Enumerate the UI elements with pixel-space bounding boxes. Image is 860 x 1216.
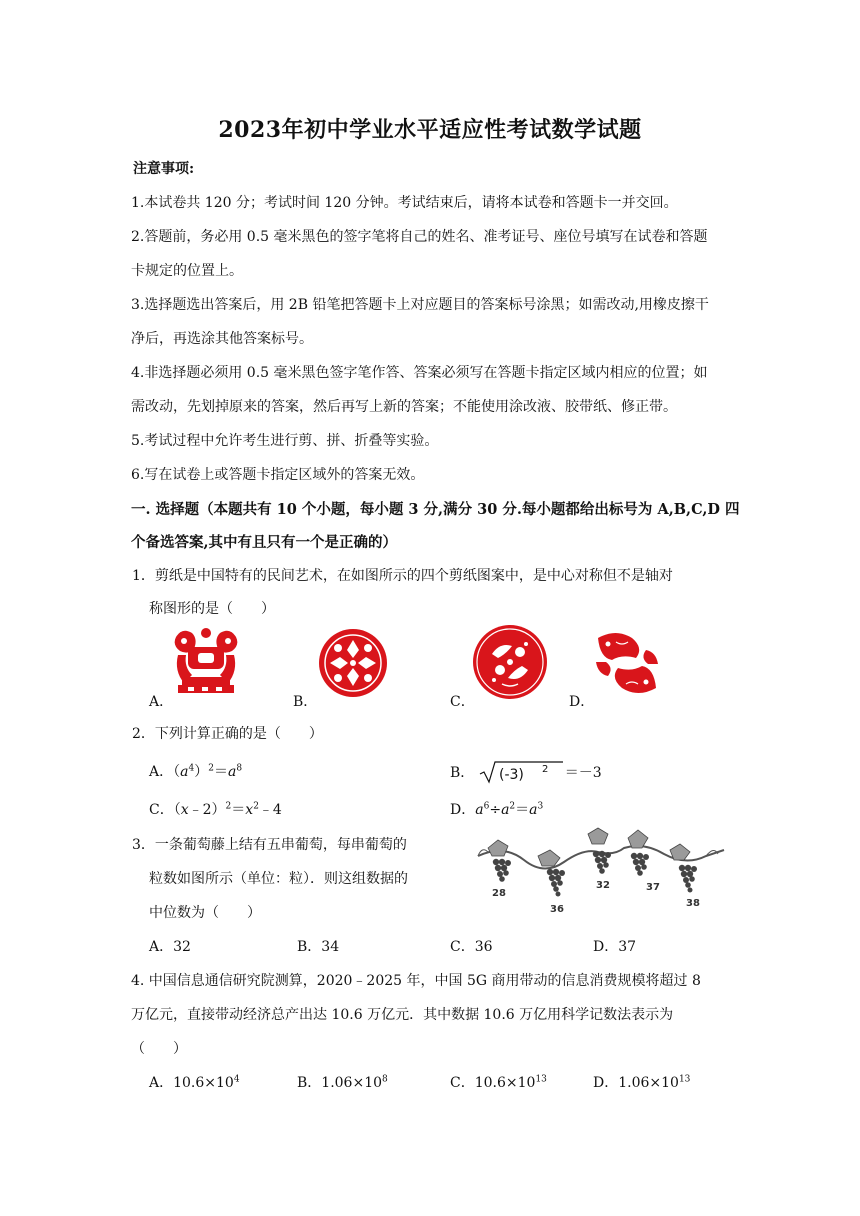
notes-line: 净后，再选涂其他答案标号。 xyxy=(131,331,313,347)
question-3-stem: 粒数如图所示（单位：粒）．则这组数据的 xyxy=(149,871,408,887)
grape-count-label: 28 xyxy=(492,888,506,899)
option-c-label: C． xyxy=(450,694,475,710)
page-title: 2023年初中学业水平适应性考试数学试题 xyxy=(218,117,642,143)
question-3-stem: 3．一条葡萄藤上结有五串葡萄，每串葡萄的 xyxy=(132,837,407,853)
grape-count-label: 38 xyxy=(686,898,700,909)
question-4-option-c: C．$10.6\times 10^{13}$ xyxy=(450,1074,547,1091)
sqrt-expression-image xyxy=(479,760,565,784)
papercut-b-image xyxy=(318,628,388,698)
option-a-label: A． xyxy=(149,694,174,710)
grape-count-label: 32 xyxy=(596,880,610,891)
papercut-d-image xyxy=(592,628,662,698)
notes-line: 需改动，先划掉原来的答案，然后再写上新的答案；不能使用涂改液、胶带纸、修正带。 xyxy=(131,399,677,415)
svg-text:(-3): (-3) xyxy=(498,767,524,783)
question-2-stem: 2．下列计算正确的是（ ） xyxy=(132,726,323,742)
section-heading: 一. 选择题（本题共有 10 个小题，每小题 3 分,满分 30 分.每小题都给出标号为 A,B,C,D 四 xyxy=(131,501,740,518)
question-3-option-a: A．32 xyxy=(149,939,191,955)
notes-line: 5.考试过程中允许考生进行剪、拼、折叠等实验。 xyxy=(131,433,439,449)
question-3-option-c: C．36 xyxy=(450,939,493,955)
grape-vine-image xyxy=(474,826,730,916)
question-4-stem: （ ） xyxy=(131,1041,187,1057)
question-1-stem: 称图形的是（ ） xyxy=(149,601,275,617)
papercut-a-image xyxy=(168,625,244,697)
option-d-label: D． xyxy=(569,694,595,710)
notes-line: 4.非选择题必须用 0.5 毫米黑色签字笔作答、答案必须写在答题卡指定区域内相应的位置；如 xyxy=(131,365,708,381)
grape-count-label: 37 xyxy=(646,882,660,893)
question-2-option-c: C．$(x﹣2)^2=x^2﹣4$ xyxy=(149,801,282,818)
question-4-stem: 4. 中国信息通信研究院测算，2020﹣2025 年，中国 5G 商用带动的信息消费规模将超过 8 xyxy=(131,973,701,989)
notes-heading: 注意事项: xyxy=(133,161,195,177)
question-2-option-d: D．$a^6\div a^2=a^3$ xyxy=(450,801,544,818)
question-2-option-a: A．$(a^4)^2=a^8$ xyxy=(149,763,243,780)
question-3-option-b: B．34 xyxy=(297,939,340,955)
question-3-option-d: D．37 xyxy=(593,939,637,955)
question-4-option-a: A．$10.6\times 10^4$ xyxy=(149,1074,240,1091)
question-4-option-d: D．$1.06\times 10^{13}$ xyxy=(593,1074,691,1091)
svg-text:2: 2 xyxy=(541,764,549,775)
question-4-option-b: B．$1.06\times 10^8$ xyxy=(297,1074,388,1091)
question-2-option-b: B． (-3) 2 ＝－3 xyxy=(450,760,602,784)
notes-line: 3.选择题选出答案后，用 2B 铅笔把答题卡上对应题目的答案标号涂黑；如需改动,用橡皮擦干 xyxy=(131,297,709,313)
grape-count-label: 36 xyxy=(550,904,564,915)
notes-line: 卡规定的位置上。 xyxy=(131,263,243,279)
question-3-stem: 中位数为（ ） xyxy=(149,905,261,921)
notes-line: 2.答题前，务必用 0.5 毫米黑色的签字笔将自己的姓名、准考证号、座位号填写在试卷和答题 xyxy=(131,229,708,245)
option-b-label: B． xyxy=(293,694,318,710)
section-heading: 个备选答案,其中有且只有一个是正确的） xyxy=(131,534,398,551)
question-1-stem: 1．剪纸是中国特有的民间艺术，在如图所示的四个剪纸图案中，是中心对称但不是轴对 xyxy=(132,568,673,584)
notes-line: 1.本试卷共 120 分；考试时间 120 分钟。考试结束后，请将本试卷和答题卡一并交回。 xyxy=(131,195,678,211)
notes-line: 6.写在试卷上或答题卡指定区域外的答案无效。 xyxy=(131,467,425,483)
question-4-stem: 万亿元，直接带动经济总产出达 10.6 万亿元．其中数据 10.6 万亿用科学记数法表示为 xyxy=(131,1007,674,1023)
papercut-c-image xyxy=(472,624,548,700)
